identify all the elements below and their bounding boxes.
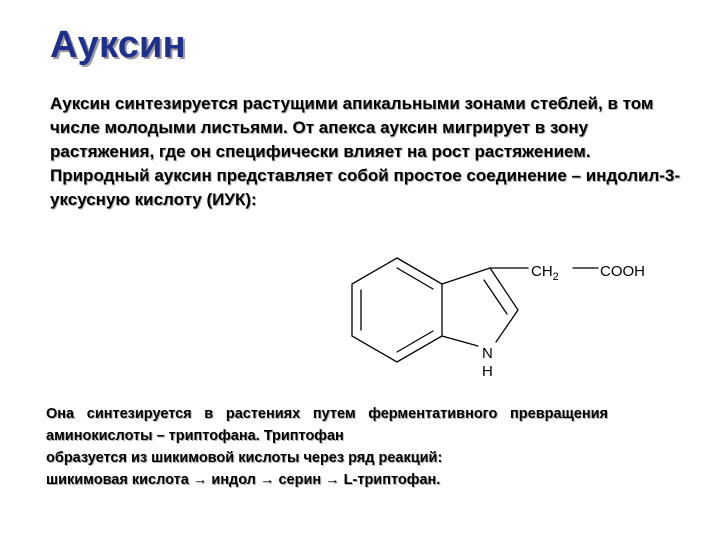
bottom-paragraph-justified: Она синтезируется в растениях путем ферментативного превращения аминокислоты – триптофана. Триптофан — [46, 406, 608, 444]
ch2-label: $CH_2$ — [531, 263, 559, 283]
bond-c3-c2-double — [484, 280, 507, 314]
nitrogen-label: N — [482, 345, 493, 362]
bond-n-c7a — [442, 336, 478, 346]
cooh-label: COOH — [600, 263, 645, 280]
intro-paragraph-2: Природный ауксин представляет собой простое соединение – индолил-3-уксусную кислоту (ИУК): — [50, 166, 681, 209]
bond-c2-n — [496, 310, 518, 342]
benzene-double-bond-2 — [397, 268, 433, 289]
bond-c3-c2 — [490, 268, 518, 310]
intro-paragraph-1: Ауксин синтезируется растущими апикальными зонами стеблей, в том числе молодыми листьями. От апекса ауксин мигрирует в зону растяжения, где он специфически влияет на рост растяжением. — [50, 94, 654, 161]
bottom-text — [46, 403, 608, 491]
bottom-line-4: шикимовая кислота → индол → серин → L-триптофан. — [46, 472, 441, 488]
hydrogen-label: H — [482, 363, 493, 380]
bond-c3a-c3 — [442, 268, 490, 284]
benzene-ring — [352, 258, 442, 362]
page-title: Ауксин — [50, 24, 186, 66]
bottom-line-3: образуется из шикимовой кислоты через ряд реакций: — [46, 450, 443, 466]
benzene-double-bond-3 — [397, 331, 433, 352]
